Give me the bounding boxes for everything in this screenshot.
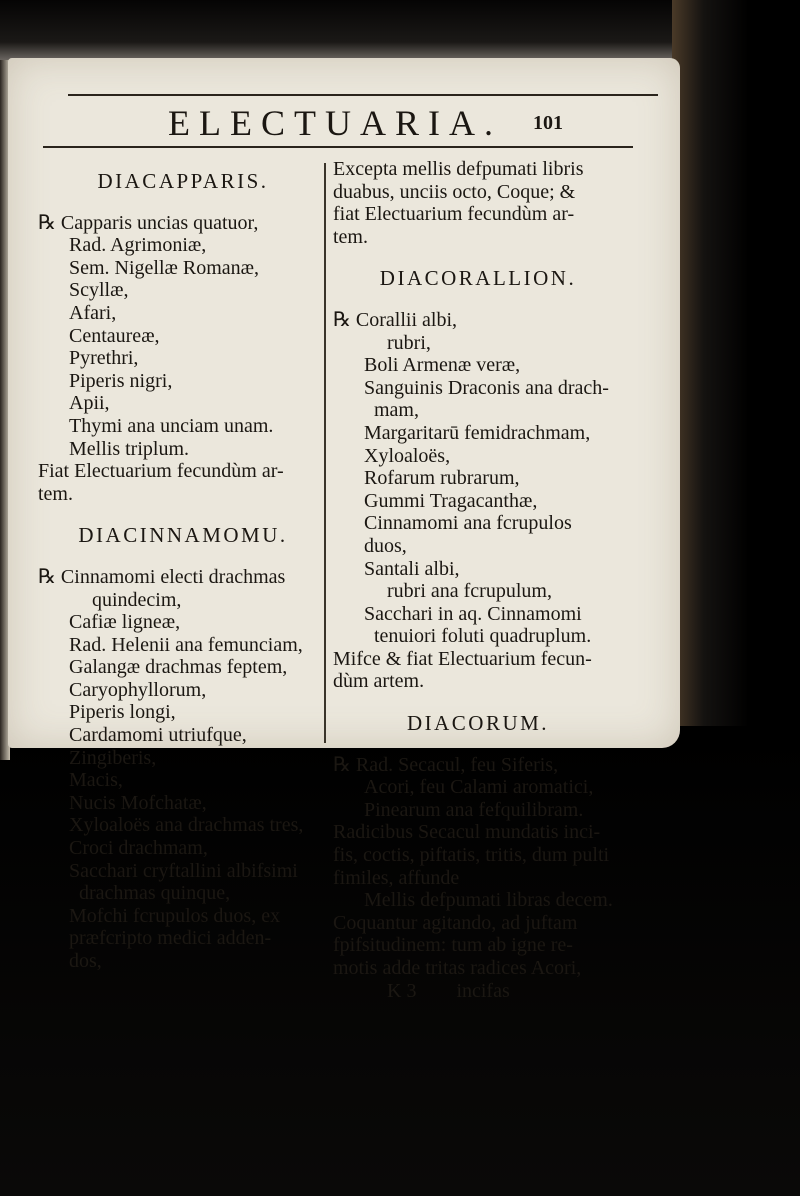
recipe-line: Thymi ana unciam unam. [69, 414, 274, 437]
recipe-line: Margaritarū femidrachmam, [364, 421, 591, 444]
recipe-line: quindecim, [92, 588, 182, 611]
recipe-line: drachmas quinque, [79, 882, 231, 905]
recipe-line: duos, [364, 534, 407, 557]
recipe-line: Xyloaloës ana drachmas tres, [69, 814, 304, 837]
recipe-line: Santali albi, [364, 557, 460, 580]
recipe-line: dos, [69, 950, 102, 972]
recipe-line: Nucis Mofchatæ, [69, 791, 207, 814]
recipe-line: Sem. Nigellæ Romanæ, [69, 256, 259, 279]
recipe-line: Gummi Tragacanthæ, [364, 489, 538, 512]
recipe-line: Zingiberis, [69, 746, 157, 769]
right-column [333, 158, 623, 1002]
section-title: DIACORALLION. [379, 266, 577, 291]
recipe-line: mam, [374, 399, 419, 422]
section-title: DIACAPPARIS. [97, 169, 269, 193]
book-page [8, 58, 680, 1002]
recipe-line: Rofarum rubrarum, [364, 467, 520, 490]
recipe-line: Afari, [69, 301, 117, 324]
recipe-line: Acori, feu Calami aromatici, [364, 776, 594, 799]
running-title: ELECTUARIA. [168, 103, 502, 143]
recipe-line: Piperis longi, [69, 701, 176, 724]
recipe-line: præfcripto medici adden- [69, 927, 272, 950]
recipe-line: rubri ana fcrupulum, [387, 580, 552, 603]
column-divider [324, 163, 326, 743]
recipe-line: Rad. Helenii ana femunciam, [69, 633, 303, 656]
recipe-line: fis, coctis, piftatis, tritis, dum pulti [333, 844, 610, 867]
recipe-line: duabus, unciis octo, Coque; & [333, 180, 576, 203]
recipe-line: Cinnamomi ana fcrupulos [364, 512, 572, 535]
recipe-line: Pyrethri, [69, 347, 139, 370]
recipe-line: Macis, [69, 769, 123, 792]
recipe-line: Sacchari cryftallini albifsimi [69, 859, 298, 882]
recipe-line: Caryophyllorum, [69, 678, 207, 701]
page-number: 101 [533, 112, 563, 134]
top-rule [68, 94, 658, 96]
recipe-line: Excepta mellis defpumati libris [333, 158, 584, 180]
recipe-line: Coquantur agitando, ad juftam [333, 911, 578, 934]
recipe-line: Mifce & fiat Electuarium fecun- [333, 647, 592, 670]
recipe-line: dùm artem. [333, 670, 425, 693]
recipe-line: Croci drachmam, [69, 837, 208, 860]
recipe-line: Sacchari in aq. Cinnamomi [364, 602, 582, 625]
section-title: DIACINNAMOMU. [78, 523, 288, 548]
section-title: DIACORUM. [406, 711, 550, 736]
recipe-line: Pinearum ana fefquilibram. [364, 798, 584, 821]
recipe-line: rubri, [387, 331, 431, 354]
recipe-line: tem. [333, 225, 368, 248]
header-rule [43, 146, 633, 148]
recipe-line: fiat Electuarium fecundùm ar- [333, 203, 575, 226]
recipe-line: Scyllæ, [69, 279, 129, 302]
recipe-line: tem. [38, 482, 73, 505]
recipe-line: Sanguinis Draconis ana drach- [364, 376, 609, 399]
recipe-line: ℞ Corallii albi, [333, 308, 458, 331]
recipe-line: Fiat Electuarium fecundùm ar- [38, 460, 284, 483]
signature-mark: K 3 incifas [387, 979, 510, 1002]
recipe-line: fpifsitudinem: tum ab igne re- [333, 934, 573, 957]
recipe-line: Mellis triplum. [69, 437, 189, 460]
left-column [38, 158, 328, 973]
recipe-line: Cafiæ ligneæ, [69, 611, 181, 634]
recipe-line: Mofchi fcrupulos duos, ex [69, 904, 281, 927]
recipe-line: Piperis nigri, [69, 369, 173, 392]
recipe-line: Galangæ drachmas feptem, [69, 656, 288, 679]
recipe-line: Cardamomi utriufque, [69, 724, 247, 747]
recipe-line: Xyloaloës, [364, 444, 451, 467]
recipe-line: ℞ Rad. Secacul, feu Siferis, [333, 753, 559, 776]
recipe-line: Apii, [69, 392, 110, 415]
recipe-line: Centaureæ, [69, 324, 160, 347]
recipe-line: fimiles, affunde [333, 866, 460, 889]
recipe-line: ℞ Cinnamomi electi drachmas [38, 565, 286, 588]
recipe-line: ℞ Capparis uncias quatuor, [38, 211, 259, 234]
recipe-line: Mellis defpumati libras decem. [364, 889, 613, 912]
recipe-line: Boli Armenæ veræ, [364, 354, 521, 377]
recipe-line: tenuiori foluti quadruplum. [374, 625, 592, 648]
recipe-line: motis adde tritas radices Acori, [333, 957, 582, 979]
recipe-line: Rad. Agrimoniæ, [69, 234, 207, 257]
recipe-line: Radicibus Secacul mundatis inci- [333, 821, 601, 844]
